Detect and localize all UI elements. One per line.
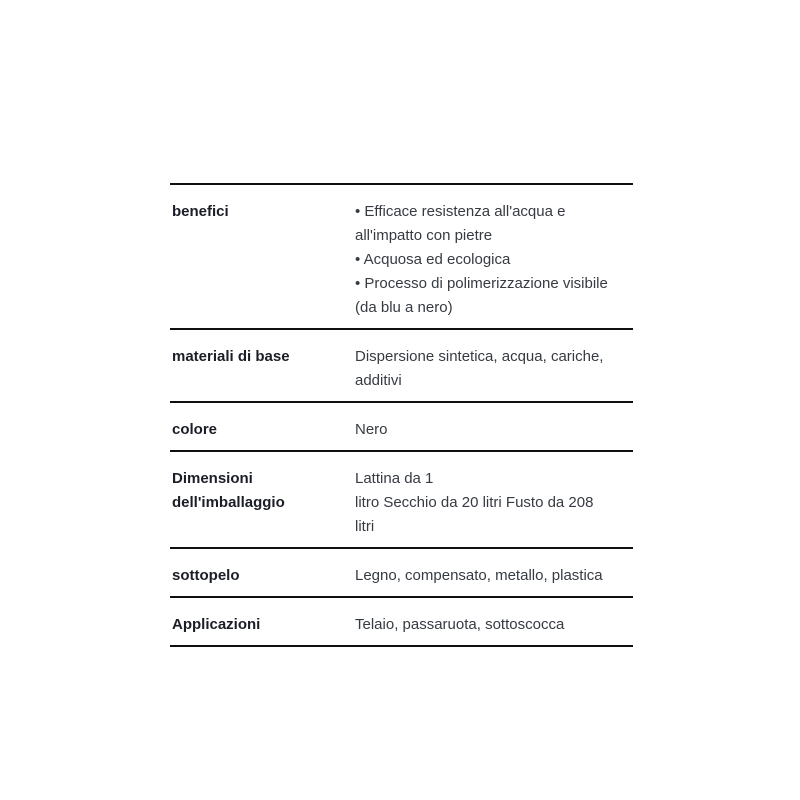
spec-value-line: Nero <box>355 421 388 438</box>
spec-label: colore <box>172 421 218 438</box>
spec-value-line: Dispersione sintetica, acqua, cariche, <box>355 348 604 365</box>
spec-value-line: litro Secchio da 20 litri Fusto da 208 <box>355 494 594 511</box>
spec-row-benefici <box>170 183 633 328</box>
spec-row-sottopelo <box>170 547 633 596</box>
spec-value <box>355 467 633 539</box>
spec-value-line: • Efficace resistenza all'acqua e <box>355 203 566 220</box>
spec-row-applicazioni <box>170 596 633 645</box>
spec-value <box>355 564 633 588</box>
spec-label: Applicazioni <box>172 616 261 633</box>
spec-row-materiali-di-base <box>170 328 633 401</box>
spec-label: benefici <box>172 203 229 220</box>
spec-label: Dimensioni dell'imballaggio <box>172 470 285 511</box>
spec-value <box>355 613 633 637</box>
spec-value-line: Lattina da 1 <box>355 470 434 487</box>
spec-value-line: all'impatto con pietre <box>355 227 493 244</box>
spec-row-colore <box>170 401 633 450</box>
spec-value-line: • Acquosa ed ecologica <box>355 251 511 268</box>
spec-label: sottopelo <box>172 567 240 584</box>
spec-value-line: (da blu a nero) <box>355 299 453 316</box>
spec-value-line: additivi <box>355 372 402 389</box>
spec-value-line: litri <box>355 518 375 535</box>
spec-label: materiali di base <box>172 348 290 365</box>
spec-row-dimensioni-imballaggio <box>170 450 633 547</box>
spec-value-line: Legno, compensato, metallo, plastica <box>355 567 603 584</box>
spec-value <box>355 345 633 393</box>
spec-value <box>355 418 633 442</box>
spec-value-line: • Processo di polimerizzazione visibile <box>355 275 608 292</box>
spec-table <box>170 183 633 647</box>
spec-value-line: Telaio, passaruota, sottoscocca <box>355 616 565 633</box>
spec-value <box>355 200 633 320</box>
